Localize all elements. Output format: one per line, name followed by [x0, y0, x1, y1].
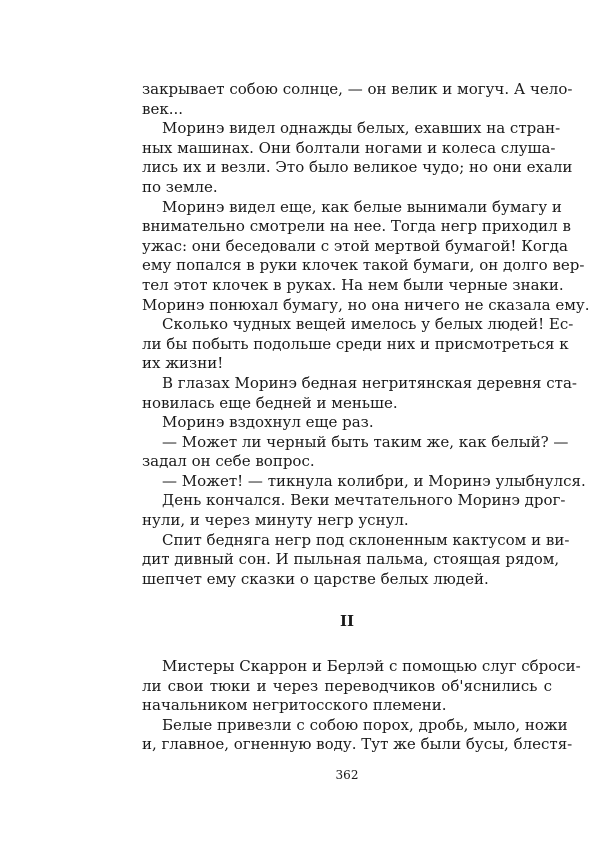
paragraph — [142, 80, 573, 119]
text-line: — Может ли черный быть таким же, как белый? — — [162, 432, 569, 451]
text-line: ных машинах. Они болтали ногами и колеса слуша- — [142, 138, 556, 157]
text-line: по земле. — [142, 177, 218, 196]
text-line: ли свои тюки и через переводчиков об'яснились с — [142, 676, 552, 695]
paragraph — [142, 119, 573, 197]
text-line: шепчет ему сказки о царстве белых людей. — [142, 569, 489, 588]
text-line: Моринэ видел еще, как белые вынимали бумагу и — [162, 197, 562, 216]
text-line: День кончался. Веки мечтательного Моринэ дрог- — [162, 491, 566, 510]
text-after-heading — [142, 657, 581, 755]
text-line: Моринэ понюхал бумагу, но она ничего не сказала ему. — [142, 295, 590, 314]
text-line: ужас: они беседовали с этой мертвой бумагой! Когда — [142, 236, 568, 255]
paragraph — [142, 432, 569, 472]
text-line: В глазах Моринэ бедная негритянская деревня ста- — [162, 373, 577, 392]
paragraph — [142, 413, 552, 433]
text-line: задал он себе вопрос. — [142, 452, 315, 471]
paragraph — [142, 315, 574, 374]
text-line: дит дивный сон. И пыльная пальма, стоящая рядом, — [142, 550, 560, 569]
paragraph — [142, 471, 586, 492]
text-line: — Может! — тикнула колибри, и Моринэ улыбнулся. — [162, 471, 586, 490]
text-line: тел этот клочек в руках. На нем были черные знаки. — [142, 275, 564, 294]
paragraph — [142, 530, 570, 590]
text-line: внимательно смотрели на нее. Тогда негр приходил в — [142, 217, 571, 236]
text-line: Моринэ видел однажды белых, ехавших на стран- — [162, 119, 561, 138]
text-line: новилась еще бедней и меньше. — [142, 393, 398, 412]
text-line: лись их и везли. Это было великое чудо; но они ехали — [142, 158, 573, 177]
text-line: начальником негритосского племени. — [142, 696, 447, 715]
paragraph — [142, 491, 566, 530]
text-line: век... — [142, 99, 184, 118]
text-before-heading — [142, 80, 590, 589]
text-line: их жизни! — [142, 354, 224, 373]
paragraph — [142, 197, 590, 316]
paragraph — [142, 715, 573, 755]
text-line: закрывает собою солнце, — он велик и могуч. А чело- — [142, 80, 573, 98]
text-line: и, главное, огненную воду. Тут же были бусы, блестя- — [142, 735, 573, 754]
text-line: Белые привезли с собою порох, дробь, мыло, ножи — [162, 715, 568, 734]
chapter-heading: II — [339, 612, 355, 630]
text-line: ли бы побыть подольше среди них и присмотреться к — [142, 334, 569, 353]
text-line: Спит бедняга негр под склоненным кактусом и ви- — [162, 530, 570, 549]
paragraph — [142, 657, 581, 716]
paragraph — [142, 373, 577, 413]
text-line: Моринэ вздохнул еще раз. — [162, 413, 374, 432]
text-line: нули, и через минуту негр уснул. — [142, 511, 409, 530]
text-line: Мистеры Скаррон и Берлэй с помощью слуг сброси- — [162, 657, 581, 675]
page-number: 362 — [335, 768, 359, 782]
text-line: ему попался в руки клочек такой бумаги, он долго вер- — [142, 256, 585, 275]
text-line: Сколько чудных вещей имелось у белых людей! Ес- — [162, 315, 574, 334]
